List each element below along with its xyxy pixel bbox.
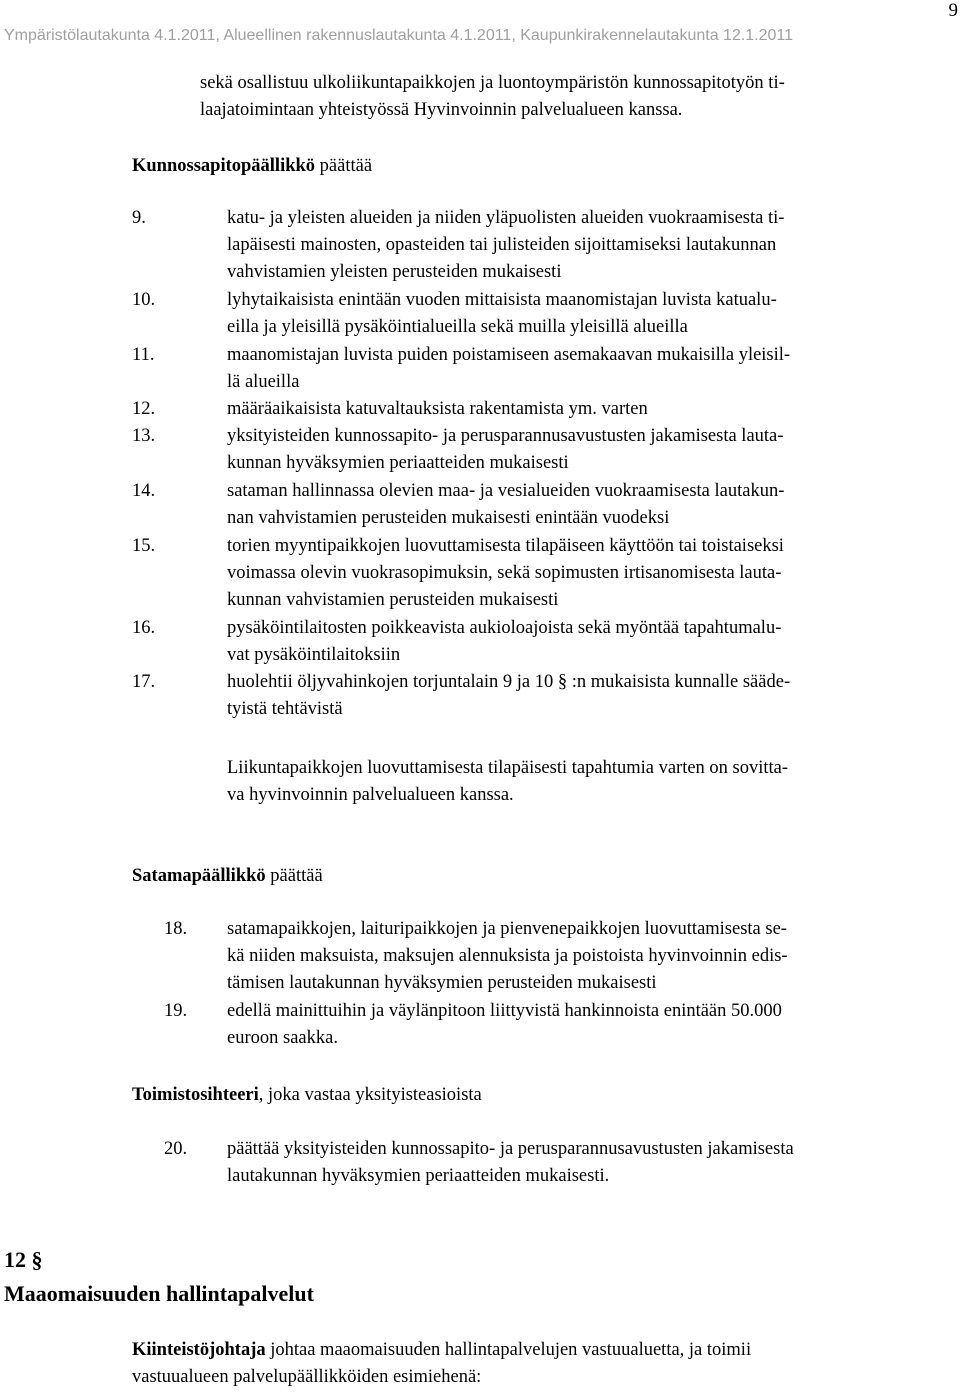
- list-item: [132, 287, 958, 342]
- item-text-line: vat pysäköintilaitoksiin: [227, 644, 401, 665]
- role-verb: , joka vastaa yksityisteasioista: [258, 1085, 482, 1105]
- item-number: 14.: [132, 481, 156, 501]
- item-text-line: torien myyntipaikkojen luovuttamisesta tilapäiseen käyttöön tai toistaiseksi: [227, 535, 784, 556]
- item-text-line: lapäisesti mainosten, opasteiden tai julisteiden sijoittamiseksi lautakunnan: [227, 235, 777, 255]
- item-text: [227, 1136, 794, 1190]
- satama-heading: [132, 863, 323, 890]
- note-line-1: Liikuntapaikkojen luovuttamisesta tilapäisesti tapahtumia varten on sovitta-: [227, 758, 789, 778]
- item-number: 17.: [132, 672, 156, 693]
- item-text: [227, 396, 648, 423]
- item-text: [227, 669, 790, 723]
- item-text: [227, 423, 783, 477]
- item-text-line: eilla ja yleisillä pysäköintialueilla sekä muilla yleisillä alueilla: [227, 316, 688, 337]
- item-text-line: kunnan vahvistamien perusteiden mukaisesti: [227, 589, 559, 610]
- item-text-line: pysäköintilaitosten poikkeavista aukioloajoista sekä myöntää tapahtumalu-: [227, 617, 782, 638]
- item-text-line: lautakunnan hyväksymien periaatteiden mukaisesti.: [227, 1166, 610, 1186]
- item-text-line: edellä mainittuihin ja väylänpitoon liittyvistä hankinnoista enintään 50.000: [227, 1000, 782, 1021]
- item-number: 10.: [132, 289, 156, 310]
- list-item: [132, 396, 958, 423]
- item-text-line: tämisen lautakunnan hyväksymien perusteiden mukaisesti: [227, 973, 657, 993]
- item-text-line: nan vahvistamien perusteiden mukaisesti enintään vuodeksi: [227, 508, 670, 528]
- item-text-line: voimassa olevin vuokrasopimuksin, sekä sopimusten irtisanomisesta lauta-: [227, 562, 782, 583]
- role-name: Satamapäällikkö: [132, 866, 266, 886]
- item-text-line: sataman hallinnassa olevien maa- ja vesialueiden vuokraamisesta lautakun-: [227, 481, 785, 501]
- item-number: 11.: [132, 344, 155, 365]
- item-text-line: lyhytaikaisista enintään vuoden mittaisista maanomistajan luvista katualu-: [227, 289, 777, 310]
- item-text-line: katu- ja yleisten alueiden ja niiden yläpuolisten alueiden vuokraamisesta ti-: [227, 208, 785, 228]
- item-text-line: tyistä tehtävistä: [227, 699, 343, 720]
- intro-line-1: sekä osallistuu ulkoliikuntapaikkojen ja luontoympäristön kunnossapitotyön ti-: [200, 73, 785, 93]
- item-text-line: lä alueilla: [227, 371, 300, 392]
- role-name: Kunnossapitopäällikkö: [132, 156, 316, 176]
- list-item: [132, 669, 958, 724]
- item-number: 18.: [164, 919, 188, 939]
- section-text-line-2: vastuualueen palvelupäällikköiden esimiehenä:: [132, 1367, 482, 1387]
- item-number: 16.: [132, 617, 156, 638]
- item-text: [227, 342, 790, 396]
- list-item: [132, 342, 958, 397]
- item-number: 9.: [132, 208, 146, 228]
- note-line-2: va hyvinvoinnin palvelualueen kanssa.: [227, 785, 514, 805]
- list-item: [132, 423, 958, 478]
- item-text-line: maanomistajan luvista puiden poistamiseen asemakaavan mukaisilla yleisil-: [227, 344, 791, 365]
- role-verb: päättää: [265, 866, 323, 886]
- item-text: [227, 478, 784, 532]
- item-text-line: kä niiden maksuista, maksujen alennuksista ja poistoista hyvinvoinnin edis-: [227, 946, 788, 966]
- list-item: [132, 205, 958, 287]
- list-item: [132, 1136, 958, 1191]
- item-number: 12.: [132, 399, 156, 420]
- section-number: 12 §: [4, 1247, 43, 1272]
- list-item: [132, 998, 958, 1053]
- item-text: [227, 533, 784, 614]
- kunnossapito-heading: [132, 153, 372, 180]
- item-text: [227, 205, 784, 286]
- intro-line-2: laajatoimintaan yhteistyössä Hyvinvoinnin palvelualueen kanssa.: [200, 100, 683, 120]
- page-number: 9: [948, 0, 958, 21]
- item-text: [227, 615, 781, 669]
- role-name: Toimistosihteeri: [132, 1085, 259, 1105]
- item-text-line: huolehtii öljyvahinkojen torjuntalain 9 ja 10 § :n mukaisista kunnalle sääde-: [227, 672, 791, 693]
- item-text-line: päättää yksityisteiden kunnossapito- ja perusparannusavustusten jakamisesta: [227, 1139, 794, 1159]
- item-number: 19.: [164, 1000, 188, 1021]
- item-text-line: yksityisteiden kunnossapito- ja perusparannusavustusten jakamisesta lauta-: [227, 426, 784, 447]
- toimistosihteeri-heading: [132, 1082, 482, 1109]
- list-item: [132, 615, 958, 670]
- section-text: johtaa maaomaisuuden hallintapalvelujen vastuualuetta, ja toimii: [265, 1340, 752, 1360]
- section-title: Maaomaisuuden hallintapalvelut: [4, 1281, 314, 1306]
- item-text: [227, 287, 777, 341]
- running-header: Ympäristölautakunta 4.1.2011, Alueellinen rakennuslautakunta 4.1.2011, Kaupunkirakennelautakunta 12.1.2011: [4, 27, 794, 44]
- section-role: Kiinteistöjohtaja: [132, 1340, 266, 1360]
- item-number: 15.: [132, 535, 156, 556]
- item-text-line: määräaikaisista katuvaltauksista rakentamista ym. varten: [227, 399, 648, 420]
- item-text-line: euroon saakka.: [227, 1027, 338, 1048]
- list-item: [132, 478, 958, 533]
- role-verb: päättää: [315, 156, 373, 176]
- item-text-line: vahvistamien yleisten perusteiden mukaisesti: [227, 262, 562, 282]
- list-item: [132, 533, 958, 615]
- list-item: [132, 916, 958, 998]
- item-number: 20.: [164, 1139, 188, 1159]
- item-number: 13.: [132, 426, 156, 447]
- item-text: [227, 916, 788, 997]
- item-text: [227, 998, 782, 1052]
- section-text-line-1: [132, 1337, 751, 1364]
- item-text-line: kunnan hyväksymien periaatteiden mukaisesti: [227, 453, 569, 474]
- item-text-line: satamapaikkojen, laituripaikkojen ja pienvenepaikkojen luovuttamisesta se-: [227, 919, 787, 939]
